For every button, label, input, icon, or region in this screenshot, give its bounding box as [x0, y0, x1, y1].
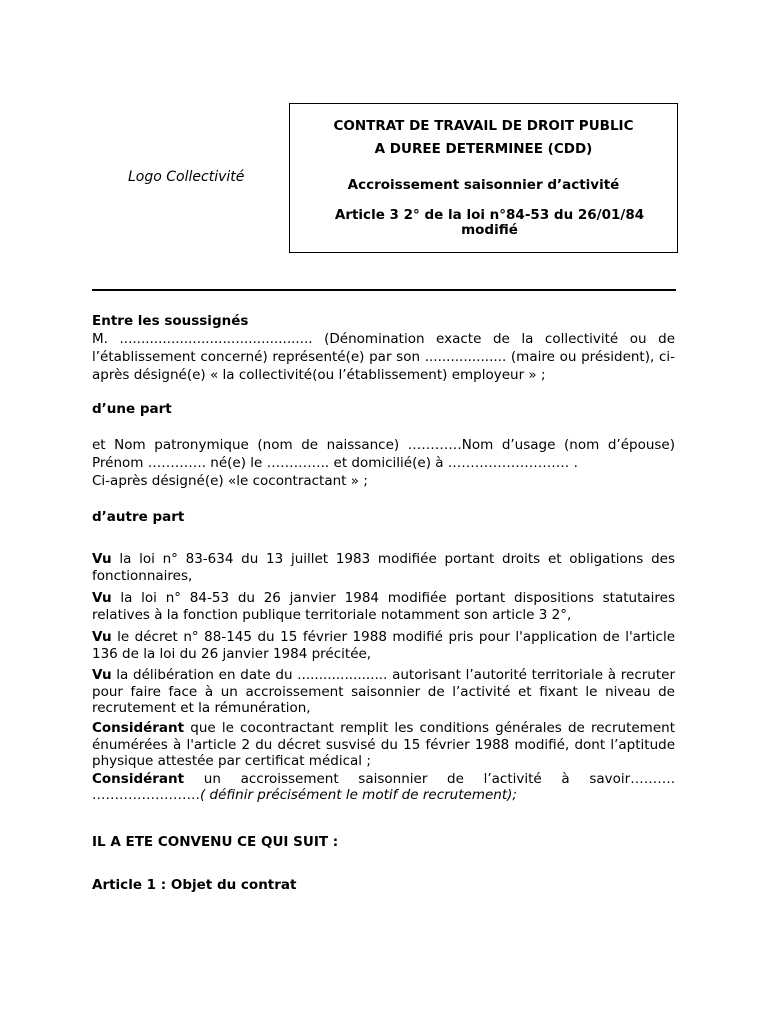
part2-label: d’autre part: [92, 509, 185, 525]
contract-subtitle: Accroissement saisonnier d’activité: [347, 177, 620, 193]
consideration-item: Considérant un accroissement saisonnier de l’activité à savoir……….: [92, 771, 675, 787]
employee-line2: Prénom …………. né(e) le ………….. et domicilié(e) à ……………………… .: [92, 455, 578, 471]
employee-line3: Ci-après désigné(e) «le cocontractant » ;: [92, 473, 368, 489]
consideration-continuation: ……………………( définir précisément le motif de recrutement);: [92, 787, 517, 803]
separator-rule: [92, 289, 676, 291]
employer-paragraph: M. ............................................. (Dénomination exacte de la collectivité ou de l’établissement concerné) représenté(e) par son ................... (maire ou président), ci-après désigné(e) « la collectivité(ou l’établissement) employeur » ;: [92, 331, 675, 383]
contract-title-line2: A DUREE DETERMINEE (CDD): [374, 141, 593, 157]
parties-heading: Entre les soussignés: [92, 313, 249, 329]
logo-placeholder: Logo Collectivité: [128, 169, 245, 185]
consideration-item: Vu la délibération en date du ..................... autorisant l’autorité territoriale à recruter pour faire face à un accroissement saisonnier de l’activité et fixant le niveau de recrutement et la rémunération,: [92, 667, 675, 716]
consideration-item: Vu la loi n° 83-634 du 13 juillet 1983 modifiée portant droits et obligations des fonctionnaires,: [92, 551, 675, 584]
agreement-heading: IL A ETE CONVENU CE QUI SUIT :: [92, 834, 339, 850]
consideration-item: Vu le décret n° 88-145 du 15 février 1988 modifié pris pour l'application de l'article 136 de la loi du 26 janvier 1984 précitée,: [92, 629, 675, 662]
consideration-item: Vu la loi n° 84-53 du 26 janvier 1984 modifiée portant dispositions statutaires relatives à la fonction publique territoriale notamment son article 3 2°,: [92, 590, 675, 623]
employee-line1: et Nom patronymique (nom de naissance) …………Nom d’usage (nom d’épouse): [92, 437, 675, 453]
legal-reference: Article 3 2° de la loi n°84-53 du 26/01/84 modifié: [334, 207, 645, 238]
part1-label: d’une part: [92, 401, 172, 417]
title-box: [289, 103, 678, 253]
consideration-item: Considérant que le cocontractant remplit les conditions générales de recrutement énumérées à l'article 2 du décret susvisé du 15 février 1988 modifié, dont l’aptitude physique attestée par certificat médical ;: [92, 720, 675, 769]
contract-title-line1: CONTRAT DE TRAVAIL DE DROIT PUBLIC: [333, 118, 634, 134]
article-1-heading: Article 1 : Objet du contrat: [92, 877, 297, 893]
